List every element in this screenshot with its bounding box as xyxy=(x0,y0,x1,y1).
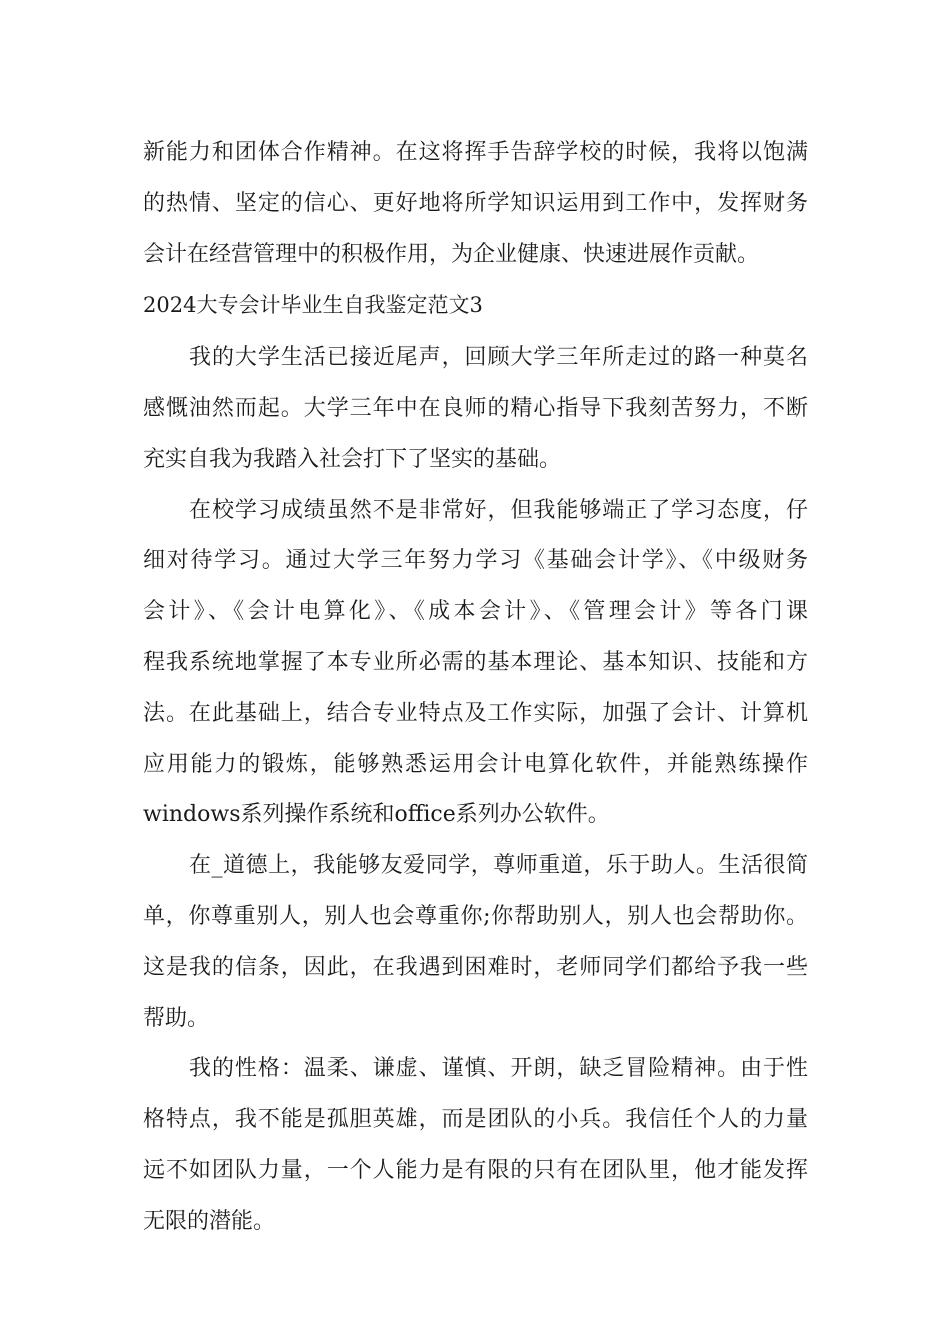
text-line: 应用能力的锻炼，能够熟悉运用会计电算化软件，并能熟练操作 xyxy=(143,751,808,777)
text-line: 远不如团队力量，一个人能力是有限的只有在团队里，他才能发挥 xyxy=(143,1157,808,1183)
text-line: 在_道德上，我能够友爱同学，尊师重道，乐于助人。生活很简 xyxy=(189,853,808,879)
text-line: 细对待学习。通过大学三年努力学习《基础会计学》、《中级财务 xyxy=(143,548,808,574)
text-line: 的热情、坚定的信心、更好地将所学知识运用到工作中，发挥财务 xyxy=(143,190,808,216)
document-page xyxy=(143,128,808,1248)
text-line: 程我系统地掌握了本专业所必需的基本理论、基本知识、技能和方 xyxy=(143,649,808,675)
text-line: 在校学习成绩虽然不是非常好，但我能够端正了学习态度，仔 xyxy=(189,497,808,523)
text-line: 这是我的信条，因此，在我遇到困难时，老师同学们都给予我一些 xyxy=(143,954,808,980)
text-line: 感慨油然而起。大学三年中在良师的精心指导下我刻苦努力，不断 xyxy=(143,395,808,421)
text-line: 帮助。 xyxy=(143,1005,210,1031)
text-line: 我的性格：温柔、谦虚、谨慎、开朗，缺乏冒险精神。由于性 xyxy=(189,1056,808,1082)
text-line: 充实自我为我踏入社会打下了坚实的基础。 xyxy=(143,446,562,472)
text-line: 新能力和团体合作精神。在这将挥手告辞学校的时候，我将以饱满 xyxy=(143,140,808,165)
text-line: 单，你尊重别人，别人也会尊重你;你帮助别人，别人也会帮助你。 xyxy=(143,903,808,929)
text-line: 会计在经营管理中的积极作用，为企业健康、快速进展作贡献。 xyxy=(143,241,760,267)
text-line: 会计》、《会计电算化》、《成本会计》、《管理会计》等各门课 xyxy=(143,599,808,625)
text-line: windows系列操作系统和office系列办公软件。 xyxy=(143,802,610,828)
text-line: 法。在此基础上，结合专业特点及工作实际，加强了会计、计算机 xyxy=(143,700,808,726)
section-heading: 2024大专会计毕业生自我鉴定范文3 xyxy=(143,293,483,318)
text-line: 我的大学生活已接近尾声，回顾大学三年所走过的路一种莫名 xyxy=(189,345,808,371)
text-line: 无限的潜能。 xyxy=(143,1208,276,1234)
text-line: 格特点，我不能是孤胆英雄，而是团队的小兵。我信任个人的力量 xyxy=(143,1107,808,1133)
